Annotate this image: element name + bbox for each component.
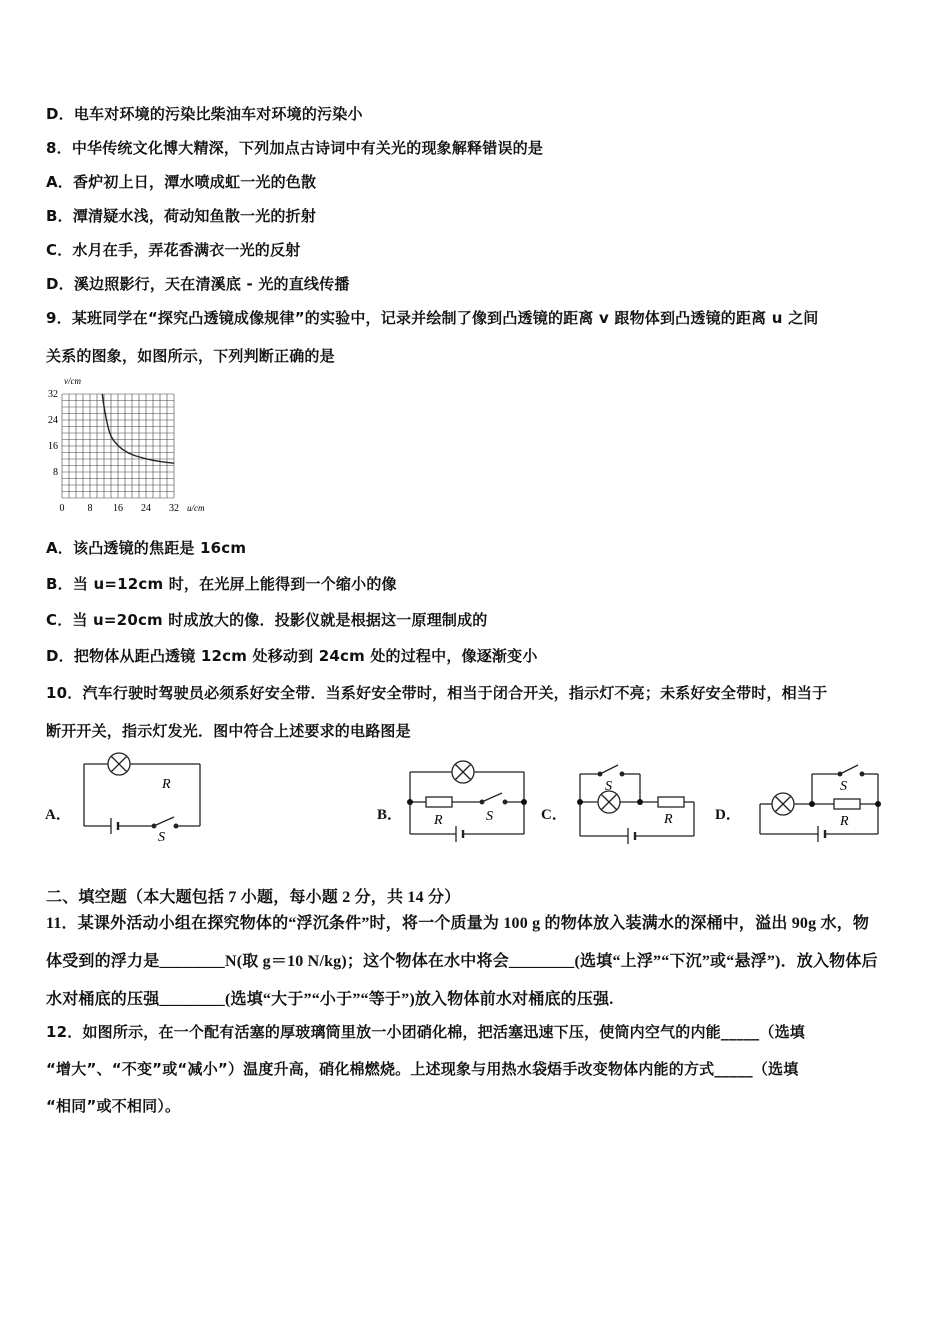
q8-option-c: C．水月在手，弄花香满衣一光的反射 xyxy=(46,241,301,259)
q8-option-d: D．溪边照影行，天在清溪底 - 光的直线传播 xyxy=(46,275,350,293)
circuit-c xyxy=(572,762,700,846)
x-tick-label: 8 xyxy=(87,503,93,514)
circuit-a xyxy=(78,752,208,844)
q12-line-2: “增大”、“不变”或“减小”）温度升高，硝化棉燃烧。上述现象与用热水袋焐手改变物体内能的方式_____（选填 xyxy=(46,1060,799,1078)
circuit-b xyxy=(402,758,532,846)
q11-line-2: 体受到的浮力是________N(取 g＝10 N/kg)；这个物体在水中将会________(选填“上浮”“下沉”或“悬浮”)．放入物体后 xyxy=(46,953,878,970)
q9-option-c: C．当 u=20cm 时成放大的像．投影仪就是根据这一原理制成的 xyxy=(46,611,488,629)
q8-stem: 8．中华传统文化博大精深，下列加点古诗词中有关光的现象解释错误的是 xyxy=(46,139,544,157)
q12-line-1: 12．如图所示，在一个配有活塞的厚玻璃筒里放一小团硝化棉，把活塞迅速下压，使筒内空气的内能_____（选填 xyxy=(46,1023,805,1041)
label-r: R xyxy=(434,813,443,828)
q11-line-3: 水对桶底的压强________(选填“大于”“小于”“等于”)放入物体前水对桶底的压强. xyxy=(46,991,614,1008)
x-tick-label: 24 xyxy=(141,503,151,514)
q8-option-a: A．香炉初上日，潭水喷成虹一光的色散 xyxy=(46,173,317,191)
x-tick-label: 0 xyxy=(59,503,65,514)
chart-curve xyxy=(102,394,174,463)
x-tick-label: 16 xyxy=(113,503,123,514)
y-tick-label: 8 xyxy=(53,467,58,478)
q9-option-b: B．当 u=12cm 时，在光屏上能得到一个缩小的像 xyxy=(46,575,397,593)
q9-stem-1: 9．某班同学在“探究凸透镜成像规律”的实验中，记录并绘制了像到凸透镜的距离 v 跟物体到凸透镜的距离 u 之间 xyxy=(46,309,819,327)
label-s: S xyxy=(605,779,612,794)
section-2-heading: 二、填空题（本大题包括 7 小题，每小题 2 分，共 14 分） xyxy=(46,889,461,906)
q9-option-d: D．把物体从距凸透镜 12cm 处移动到 24cm 处的过程中，像逐渐变小 xyxy=(46,647,538,665)
y-tick-label: 16 xyxy=(48,441,58,452)
switch-icon xyxy=(842,765,858,773)
label-r: R xyxy=(162,777,171,792)
switch-icon xyxy=(602,765,618,773)
chart-xlabel: u/cm xyxy=(187,503,205,513)
circuit-option-c-label: C． xyxy=(541,807,567,823)
q8-option-b: B．潭清疑水浅，荷动知鱼散一光的折射 xyxy=(46,207,317,225)
resistor-icon xyxy=(658,797,684,807)
switch-icon xyxy=(156,817,174,825)
x-tick-label: 32 xyxy=(169,503,179,514)
resistor-icon xyxy=(426,797,452,807)
q7-option-d: D．电车对环境的污染比柴油车对环境的污染小 xyxy=(46,105,363,123)
circuit-option-a-label: A． xyxy=(45,807,71,823)
circuit-option-b-label: B． xyxy=(377,807,403,823)
circuit-d xyxy=(754,762,886,848)
chart-ylabel: v/cm xyxy=(64,376,81,386)
y-tick-label: 32 xyxy=(48,389,58,400)
q10-stem-1: 10．汽车行驶时驾驶员必须系好安全带．当系好安全带时，相当于闭合开关，指示灯不亮；未系好安全带时，相当于 xyxy=(46,684,828,702)
q11-line-1: 11．某课外活动小组在探究物体的“浮沉条件”时，将一个质量为 100 g 的物体放入装满水的深桶中，溢出 90g 水，物 xyxy=(46,915,870,932)
y-tick-label: 24 xyxy=(48,415,58,426)
q10-stem-2: 断开开关，指示灯发光．图中符合上述要求的电路图是 xyxy=(46,722,411,740)
label-r: R xyxy=(664,812,673,827)
switch-icon xyxy=(484,793,502,801)
circuit-option-d-label: D． xyxy=(715,807,741,823)
label-r: R xyxy=(840,814,849,829)
q9-stem-2: 关系的图象，如图所示，下列判断正确的是 xyxy=(46,347,335,365)
label-s: S xyxy=(486,809,493,824)
label-s: S xyxy=(840,779,847,794)
resistor-icon xyxy=(834,799,860,809)
q9-option-a: A．该凸透镜的焦距是 16cm xyxy=(46,539,247,557)
q12-line-3: “相同”或不相同）。 xyxy=(46,1097,181,1115)
v-u-chart xyxy=(40,372,230,522)
chart-ticks xyxy=(48,389,179,514)
label-s: S xyxy=(158,830,165,844)
